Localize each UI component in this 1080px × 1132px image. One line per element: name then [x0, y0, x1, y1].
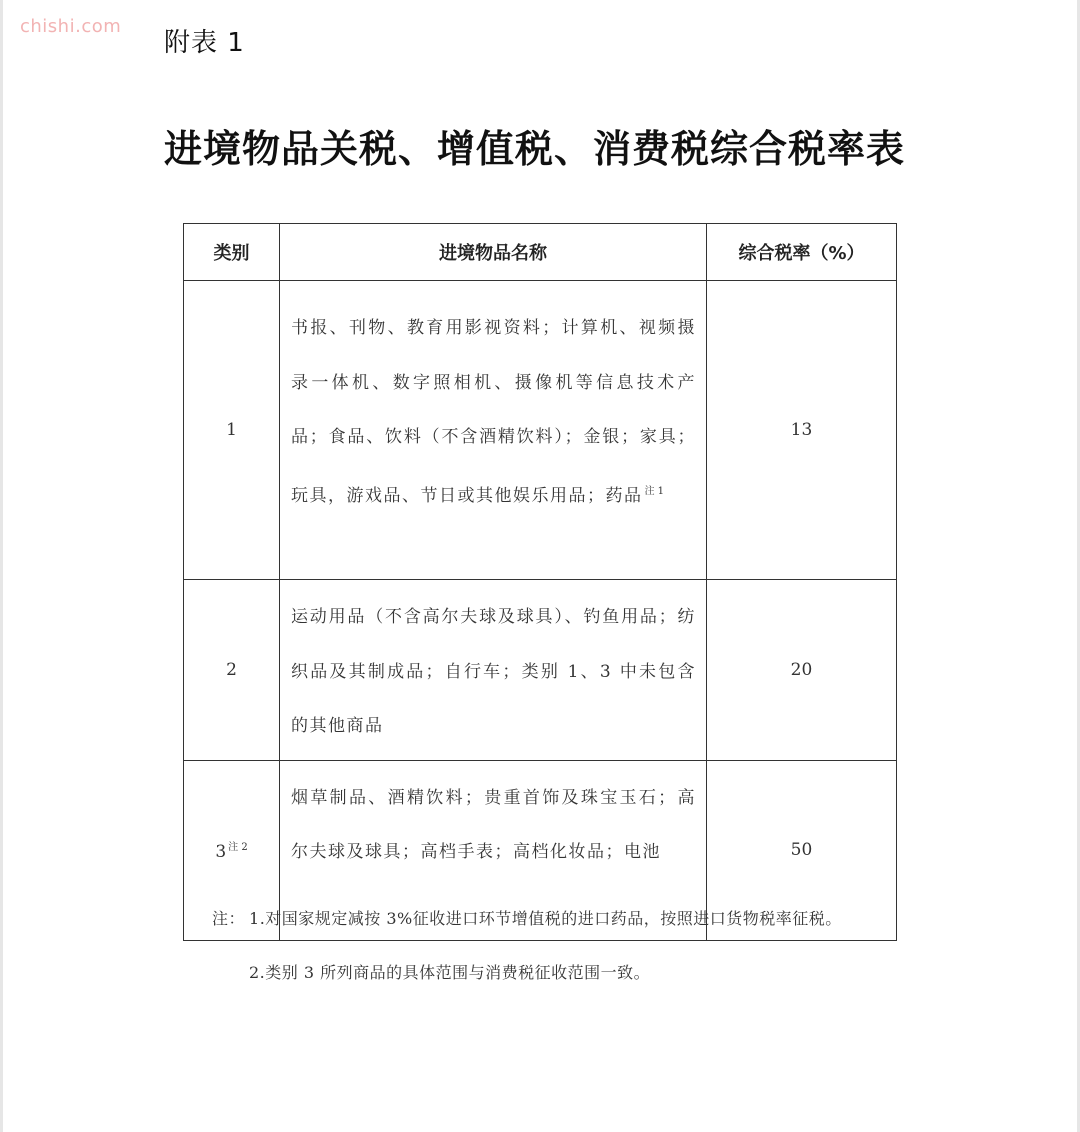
row-rate: 13	[707, 281, 897, 580]
footnote-2-text: 2.类别 3 所列商品的具体范围与消费税征收范围一致。	[249, 963, 651, 982]
items-text: 运动用品（不含高尔夫球及球具）、钓鱼用品；纺织品及其制成品；自行车；类别 1、3 中未包含的其他商品	[291, 607, 696, 736]
category-value: 1	[226, 420, 237, 440]
header-category: 类别	[184, 224, 280, 281]
row-category	[184, 281, 280, 580]
row-items	[280, 281, 707, 580]
table-header-row	[184, 224, 897, 281]
page-left-edge	[0, 0, 3, 1132]
category-value: 3	[215, 842, 227, 862]
category-value: 2	[226, 659, 237, 680]
items-text: 烟草制品、酒精饮料；贵重首饰及珠宝玉石；高尔夫球及球具；高档手表；高档化妆品；电池	[291, 787, 696, 862]
row-rate: 20	[707, 580, 897, 761]
header-tax-rate: 综合税率（%）	[707, 224, 897, 281]
footnote-2	[212, 959, 912, 987]
footnote-1	[212, 905, 912, 933]
table-row	[184, 281, 897, 580]
tax-rate-table	[183, 223, 897, 941]
items-footnote-marker: 注 1	[644, 485, 665, 497]
footnote-prefix: 注：	[212, 909, 246, 928]
category-footnote-marker: 注 2	[228, 842, 248, 853]
document-title: 进境物品关税、增值税、消费税综合税率表	[164, 126, 906, 171]
row-category	[184, 580, 280, 761]
attachment-label: 附表 1	[164, 28, 245, 58]
header-item-name: 进境物品名称	[280, 224, 707, 281]
row-rate: 50	[707, 760, 897, 940]
table-row	[184, 580, 897, 761]
row-items	[280, 580, 707, 761]
footnote-1-text: 1.对国家规定减按 3%征收进口环节增值税的进口药品，按照进口货物税率征税。	[249, 909, 842, 928]
watermark-text: chishi.com	[20, 16, 122, 37]
items-text: 书报、刊物、教育用影视资料；计算机、视频摄录一体机、数字照相机、摄像机等信息技术产品；食品、饮料（不含酒精饮料）；金银；家具；玩具，游戏品、节日或其他娱乐用品；药品	[291, 318, 696, 506]
footnotes	[212, 905, 912, 987]
